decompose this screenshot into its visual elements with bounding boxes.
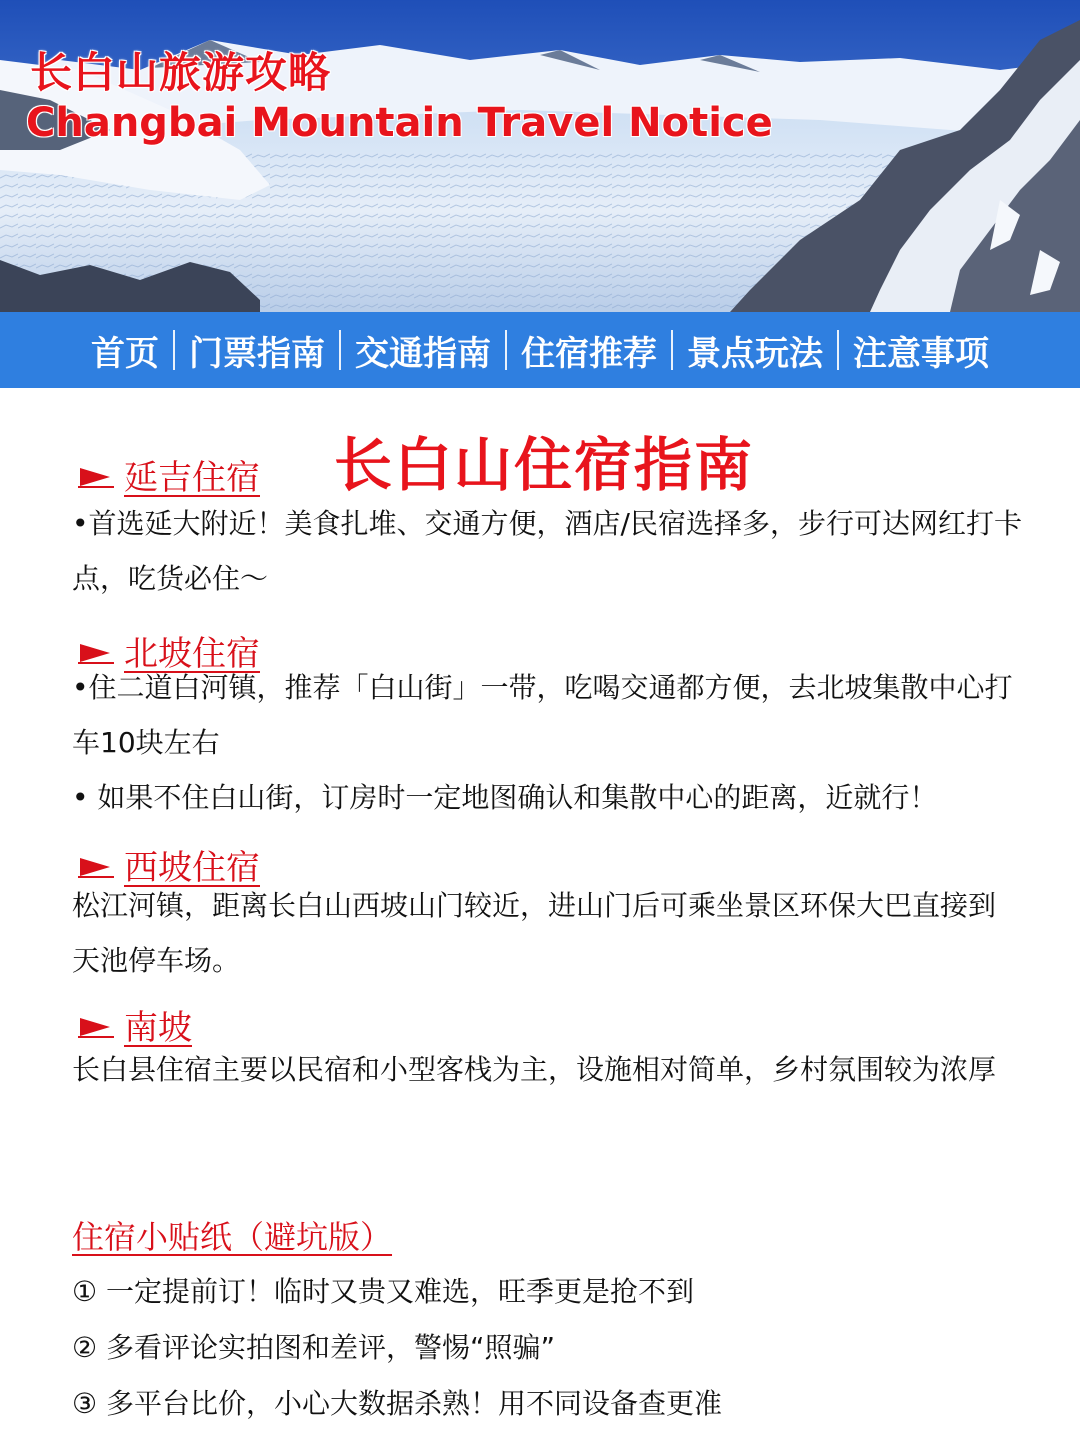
section-heading-yanji [76,450,260,499]
section-paragraph-north-slope-1: •住二道白河镇，推荐「白山街」一带，吃喝交通都方便，去北坡集散中心打车10块左右 [72,671,1013,759]
tip-item: ① 一定提前订！临时又贵又难选，旺季更是抢不到 [72,1275,695,1308]
section-heading-text: 北坡住宿 [124,634,260,674]
tips-heading: 住宿小贴纸（避坑版） [72,1218,393,1256]
nav-item-notices[interactable]: 注意事项 [853,333,989,374]
flag-icon [76,856,116,878]
section-heading-text: 西坡住宿 [124,848,260,888]
section-paragraph-yanji: •首选延大附近！美食扎堆、交通方便，酒店/民宿选择多，步行可达网红打卡点，吃货必住～ [72,507,1022,595]
tip-item: ② 多看评论实拍图和差评，警惕“照骗” [72,1331,556,1364]
nav-item-tickets[interactable]: 门票指南 [189,333,325,374]
nav-item-attractions[interactable]: 景点玩法 [687,333,823,374]
section-paragraph-north-slope-2: • 如果不住白山街，订房时一定地图确认和集散中心的距离，近就行！ [72,781,938,814]
nav-bar [0,312,1080,388]
flag-icon [76,1016,116,1038]
nav-item-lodging[interactable]: 住宿推荐 [521,333,657,374]
flag-icon [76,466,116,488]
section-paragraph-west-slope: 松江河镇，距离长白山西坡山门较近，进山门后可乘坐景区环保大巴直接到天池停车场。 [72,889,997,977]
hero-subtitle: Changbai Mountain Travel Notice [26,100,773,146]
hero-title: 长白山旅游攻略 [30,48,332,97]
nav-item-transport[interactable]: 交通指南 [355,333,491,374]
hero-banner [0,0,1080,312]
nav-item-home[interactable]: 首页 [91,333,159,374]
section-heading-text: 延吉住宿 [124,458,260,498]
page-title: 长白山住宿指南 [334,431,755,499]
tip-item: ③ 多平台比价，小心大数据杀熟！用不同设备查更准 [72,1387,723,1420]
section-heading-text: 南坡 [124,1008,192,1048]
section-paragraph-south-slope: 长白县住宿主要以民宿和小型客栈为主，设施相对简单，乡村氛围较为浓厚 [72,1053,997,1086]
